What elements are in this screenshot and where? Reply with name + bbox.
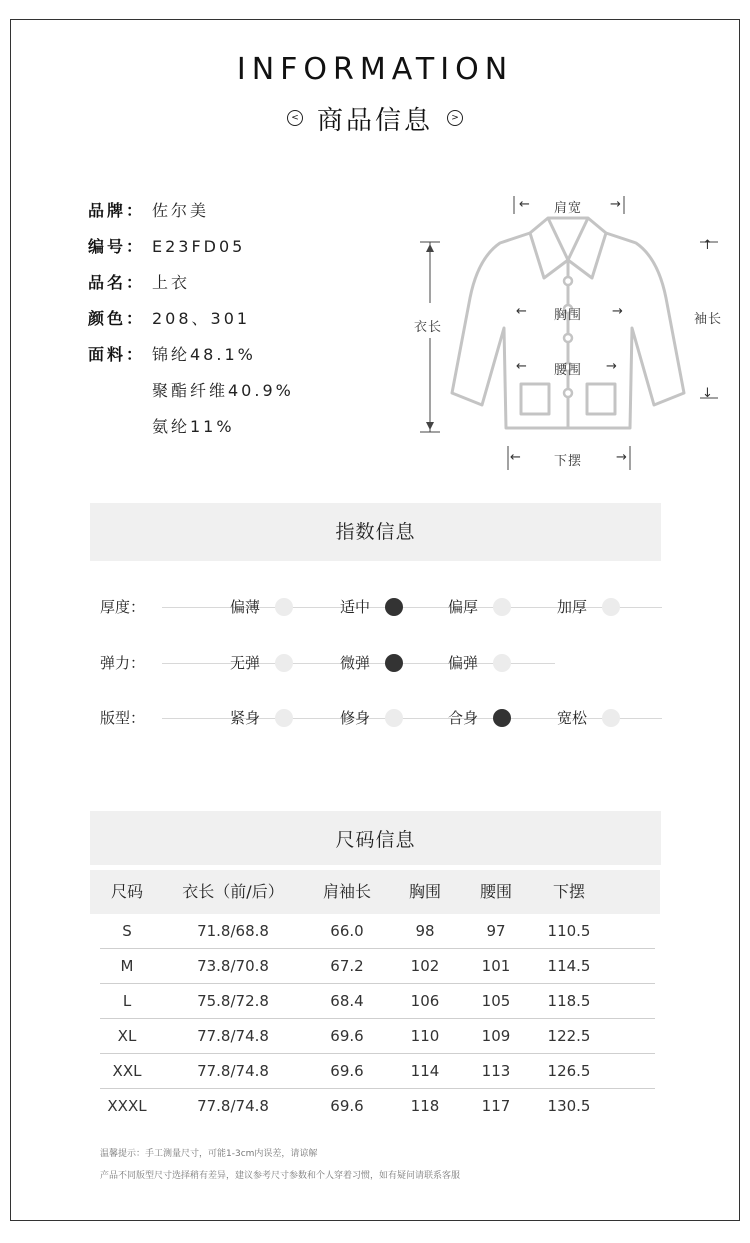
cell-size: XL xyxy=(117,1027,137,1045)
garment-diagram xyxy=(400,188,740,478)
shoulder-arrow-right-icon: → xyxy=(610,197,622,212)
waist-label: 腰围 xyxy=(554,363,583,378)
jacket-icon xyxy=(400,188,740,478)
cell-hem: 118.5 xyxy=(547,992,591,1010)
chest-label: 胸围 xyxy=(554,308,583,323)
sleeve-arrow-down-icon: ↓ xyxy=(702,386,714,401)
cell-length: 75.8/72.8 xyxy=(197,992,269,1010)
cell-sleeve: 66.0 xyxy=(330,922,364,940)
cell-length: 73.8/70.8 xyxy=(197,957,269,975)
cell-size: M xyxy=(120,957,134,975)
elasticity-dot-none xyxy=(275,654,293,672)
index-section-title: 指数信息 xyxy=(90,503,661,561)
thickness-dot-thick xyxy=(493,598,511,616)
title-chinese xyxy=(0,100,750,137)
size-table xyxy=(90,870,660,1124)
cell-length: 71.8/68.8 xyxy=(197,922,269,940)
fabric-value-3: 氨纶11% xyxy=(152,417,235,436)
table-row xyxy=(100,984,655,1019)
cell-chest: 102 xyxy=(410,957,440,975)
chest-arrow-right-icon: → xyxy=(612,304,624,319)
sleeve-label: 袖长 xyxy=(694,312,723,327)
thickness-option-thick: 偏厚 xyxy=(448,598,479,616)
cell-hem: 130.5 xyxy=(547,1097,591,1115)
fit-dot-tight xyxy=(275,709,293,727)
cell-chest: 118 xyxy=(410,1097,440,1115)
cell-waist: 101 xyxy=(481,957,511,975)
header-waist: 腰围 xyxy=(479,882,513,901)
cell-waist: 97 xyxy=(486,922,506,940)
fit-option-slim: 修身 xyxy=(340,709,371,727)
hem-arrow-right-icon: → xyxy=(616,450,628,465)
header-hem: 下摆 xyxy=(552,882,586,901)
table-row xyxy=(100,1019,655,1054)
fabric-label: 面料： xyxy=(88,345,146,364)
length-label: 衣长 xyxy=(414,320,443,335)
title-english: INFORMATION xyxy=(236,52,514,87)
chevron-left-icon: < xyxy=(287,110,303,126)
cell-length: 77.8/74.8 xyxy=(197,1097,269,1115)
cell-size: S xyxy=(122,922,132,940)
elasticity-option-high: 偏弹 xyxy=(448,654,479,672)
shoulder-arrow-left-icon: ← xyxy=(519,197,531,212)
note-line-1: 温馨提示：手工测量尺寸，可能1-3cm内误差，请谅解 xyxy=(100,1149,318,1159)
fit-dot-slim xyxy=(385,709,403,727)
elasticity-dot-slight xyxy=(385,654,403,672)
table-row xyxy=(100,914,655,949)
header-chest: 胸围 xyxy=(408,882,442,901)
name-label: 品名： xyxy=(88,273,146,292)
fit-dot-regular xyxy=(493,709,511,727)
fit-row xyxy=(100,703,670,733)
cell-sleeve: 69.6 xyxy=(330,1097,364,1115)
cell-sleeve: 67.2 xyxy=(330,957,364,975)
fabric-value-1: 锦纶48.1% xyxy=(152,345,256,364)
thickness-row xyxy=(100,592,670,622)
header-size: 尺码 xyxy=(110,882,144,901)
size-table-header xyxy=(90,870,660,914)
cell-waist: 109 xyxy=(481,1027,511,1045)
fit-option-tight: 紧身 xyxy=(230,709,261,727)
fit-dot-loose xyxy=(602,709,620,727)
chest-arrow-left-icon: ← xyxy=(516,304,528,319)
table-row xyxy=(100,1089,655,1124)
elasticity-row xyxy=(100,648,670,678)
table-row xyxy=(100,1054,655,1089)
elasticity-dot-high xyxy=(493,654,511,672)
brand-row xyxy=(88,198,294,234)
fabric-row-2 xyxy=(88,378,294,414)
fabric-row xyxy=(88,342,294,378)
thickness-option-medium: 适中 xyxy=(340,598,371,616)
fit-label: 版型： xyxy=(100,709,146,727)
thickness-dot-medium xyxy=(385,598,403,616)
cell-sleeve: 69.6 xyxy=(330,1027,364,1045)
cell-chest: 110 xyxy=(410,1027,440,1045)
shoulder-label: 肩宽 xyxy=(554,201,583,216)
note-line-2: 产品不同版型尺寸选择稍有差异，建议参考尺寸参数和个人穿着习惯，如有疑问请联系客服 xyxy=(100,1171,461,1181)
cell-length: 77.8/74.8 xyxy=(197,1062,269,1080)
thickness-option-thin: 偏薄 xyxy=(230,598,261,616)
thickness-dot-extra-thick xyxy=(602,598,620,616)
code-row xyxy=(88,234,294,270)
fit-option-regular: 合身 xyxy=(448,709,479,727)
sleeve-arrow-up-icon: ↑ xyxy=(702,238,714,253)
chevron-right-icon: > xyxy=(447,110,463,126)
cell-hem: 110.5 xyxy=(547,922,591,940)
cell-hem: 122.5 xyxy=(547,1027,591,1045)
name-row xyxy=(88,270,294,306)
cell-chest: 106 xyxy=(410,992,440,1010)
size-table-body xyxy=(90,914,660,1124)
color-label: 颜色： xyxy=(88,309,146,328)
cell-sleeve: 69.6 xyxy=(330,1062,364,1080)
brand-label: 品牌： xyxy=(88,201,146,220)
name-value: 上衣 xyxy=(152,273,191,292)
elasticity-option-none: 无弹 xyxy=(230,654,261,672)
thickness-dot-thin xyxy=(275,598,293,616)
elasticity-label: 弹力： xyxy=(100,654,146,672)
thickness-option-extra-thick: 加厚 xyxy=(557,598,588,616)
brand-value: 佐尔美 xyxy=(152,201,210,220)
table-row xyxy=(100,949,655,984)
fabric-row-3 xyxy=(88,414,294,450)
code-value: E23FD05 xyxy=(152,237,246,256)
cell-waist: 105 xyxy=(481,992,511,1010)
cell-sleeve: 68.4 xyxy=(330,992,364,1010)
cell-hem: 114.5 xyxy=(547,957,591,975)
cell-hem: 126.5 xyxy=(547,1062,591,1080)
cell-size: XXXL xyxy=(107,1097,147,1115)
hem-label: 下摆 xyxy=(554,454,583,469)
elasticity-option-slight: 微弹 xyxy=(340,654,371,672)
waist-arrow-left-icon: ← xyxy=(516,359,528,374)
cell-waist: 113 xyxy=(481,1062,511,1080)
cell-size: L xyxy=(122,992,132,1010)
cell-chest: 114 xyxy=(410,1062,440,1080)
waist-arrow-right-icon: → xyxy=(606,359,618,374)
title-chinese-text: 商品信息 xyxy=(316,106,433,136)
fabric-value-2: 聚酯纤维40.9% xyxy=(152,381,294,400)
cell-chest: 98 xyxy=(415,922,435,940)
fit-option-loose: 宽松 xyxy=(557,709,588,727)
cell-length: 77.8/74.8 xyxy=(197,1027,269,1045)
code-label: 编号： xyxy=(88,237,146,256)
cell-waist: 117 xyxy=(481,1097,511,1115)
cell-size: XXL xyxy=(112,1062,142,1080)
header-length: 衣长（前/后） xyxy=(182,882,284,901)
header-sleeve: 肩袖长 xyxy=(322,882,372,901)
color-value: 208、301 xyxy=(152,309,251,328)
product-info xyxy=(88,198,294,450)
thickness-label: 厚度： xyxy=(100,598,146,616)
size-section-title: 尺码信息 xyxy=(90,811,661,865)
hem-arrow-left-icon: ← xyxy=(510,450,522,465)
color-row xyxy=(88,306,294,342)
